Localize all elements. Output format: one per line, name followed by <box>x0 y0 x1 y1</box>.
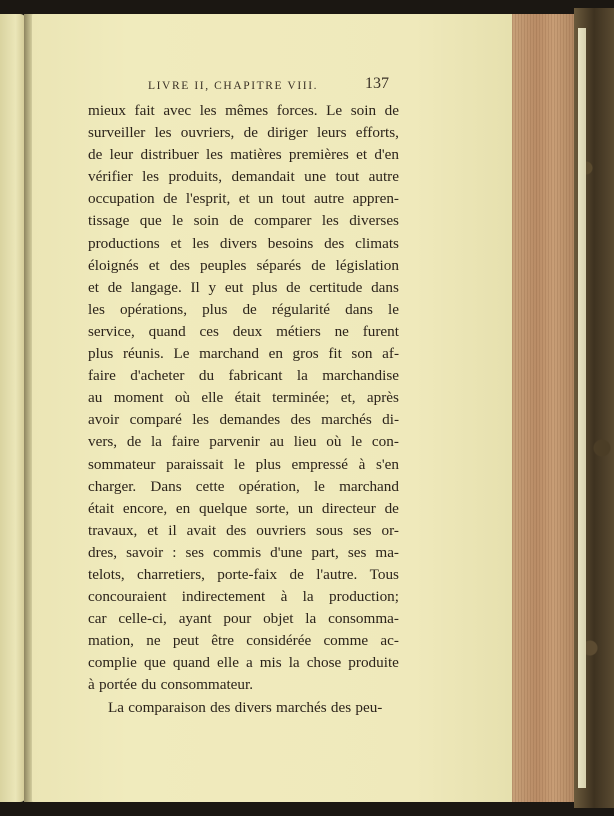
text-line: mation, ne peut être considérée comme ac- <box>88 632 399 650</box>
body-text <box>88 100 399 719</box>
text-line: travaux, et il avait des ouvriers sous ses or- <box>88 521 399 539</box>
text-line: mieux fait avec les mêmes forces. Le soin de <box>88 102 399 119</box>
text-line: les opérations, plus de régularité dans le <box>88 300 399 318</box>
text-line: La comparaison des divers marchés des peu- <box>108 698 383 716</box>
endpaper <box>578 28 586 788</box>
text-line: telots, charretiers, porte-faix de l'autre. Tous <box>88 565 399 583</box>
text-line: sommateur paraissait le plus empressé à s'en <box>88 455 399 473</box>
text-line: car celle-ci, ayant pour objet la consomma- <box>88 610 399 628</box>
text-line: tissage que le soin de comparer les diverses <box>88 212 399 230</box>
text-line: à portée du consommateur. <box>88 676 254 694</box>
text-line: éloignés et des peuples séparés de législation <box>88 256 399 274</box>
text-line: plus réunis. Le marchand en gros fit son af- <box>88 345 399 363</box>
text-line: dres, savoir : ses commis d'une part, ses ma- <box>88 543 399 561</box>
text-line: charger. Dans cette opération, le marchand <box>88 477 399 495</box>
text-line: de leur distribuer les matières premières et d'en <box>88 146 399 164</box>
text-line: occupation de l'esprit, et un tout autre appren- <box>88 190 399 208</box>
running-head: LIVRE II, CHAPITRE VIII. <box>148 80 319 92</box>
text-line: productions et les divers besoins des climats <box>88 234 399 252</box>
text-line: concouraient indirectement à la production; <box>88 588 399 606</box>
text-line: service, quand ces deux métiers ne furent <box>88 322 399 340</box>
page-number: 137 <box>365 75 389 92</box>
text-line: et de langage. Il y eut plus de certitude dans <box>88 278 399 296</box>
text-line: était encore, en quelque sorte, un directeur de <box>88 499 399 517</box>
page-block-edges <box>512 14 582 802</box>
text-line: au moment où elle était terminée; et, après <box>88 389 399 407</box>
text-line: complie que quand elle a mis la chose produite <box>88 654 399 672</box>
text-line: vérifier les produits, demandait une tout autre <box>88 168 399 186</box>
facing-page-edge <box>0 14 26 802</box>
text-line: vers, de la faire parvenir au lieu où le con- <box>88 433 399 451</box>
text-line: avoir comparé les demandes des marchés di- <box>88 411 399 429</box>
text-line: faire d'acheter du fabricant la marchandise <box>88 367 399 385</box>
text-line: surveiller les ouvriers, de diriger leurs efforts, <box>88 124 399 142</box>
